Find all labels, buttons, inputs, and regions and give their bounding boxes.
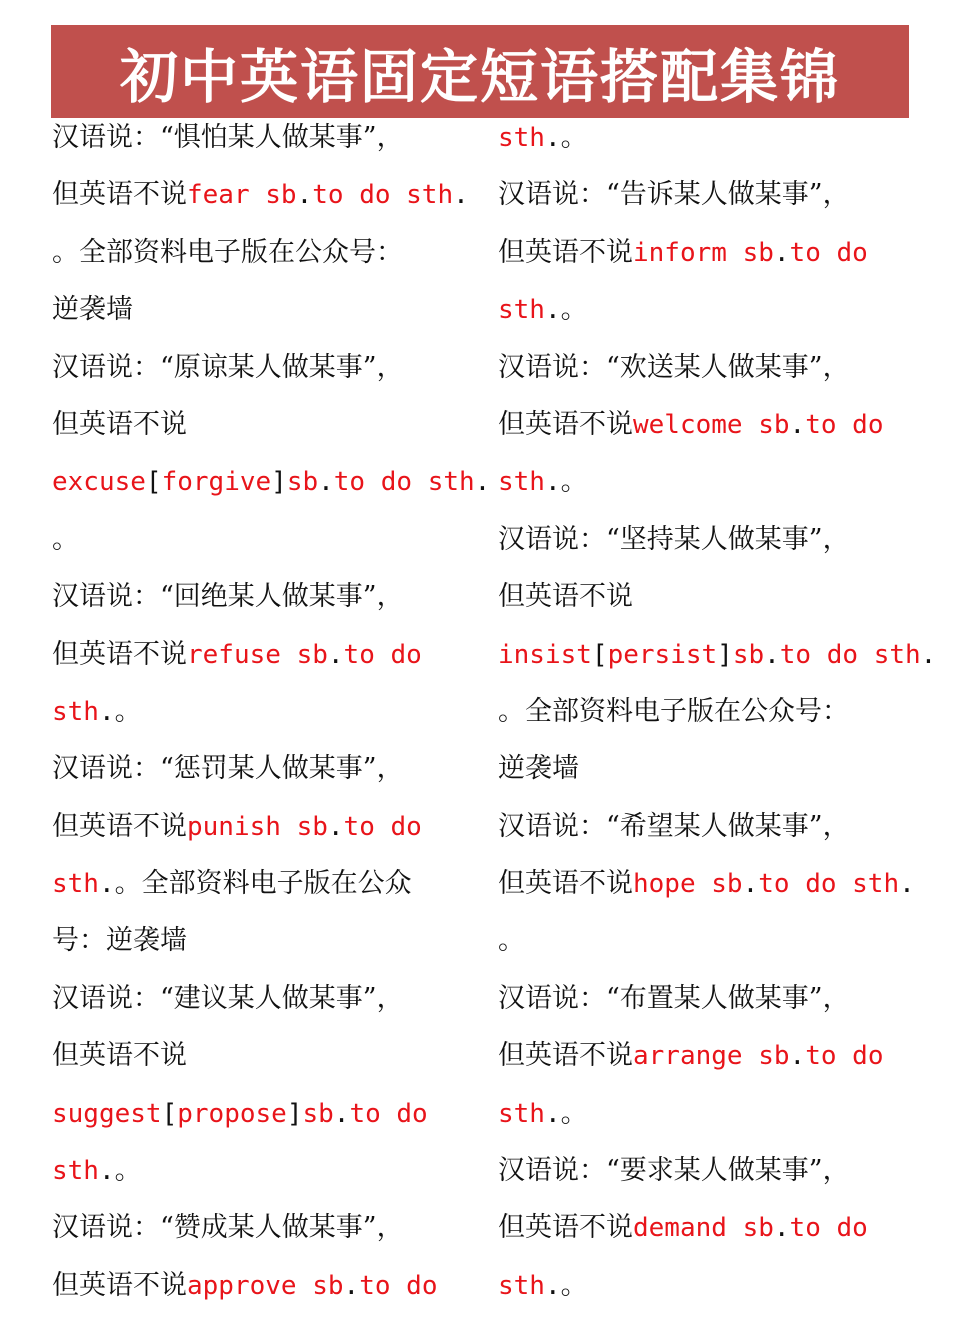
text-line [498,453,918,510]
chinese-text: 但英语不说 [52,408,187,440]
text-line [498,740,918,797]
chinese-text: 汉语说：“惩罚某人做某事”， [52,753,404,785]
english-phrase: refuse sb [187,639,328,670]
punctuation: . [742,869,759,900]
punctuation: . [544,467,561,498]
punctuation: . [764,639,780,670]
english-phrase: sth [498,123,545,153]
english-phrase: demand sb [633,1213,774,1244]
chinese-text: 汉语说：“布置某人做某事”， [498,982,850,1014]
punctuation: . [98,869,115,900]
punctuation: . [453,180,469,211]
chinese-text: 但英语不说 [498,236,633,268]
text-line [498,1142,918,1199]
english-phrase: fear sb [187,180,297,211]
english-phrase: to do [789,237,868,268]
text-line [52,1085,472,1142]
chinese-text: 。全部资料电子版在公众 [114,868,412,900]
text-line [52,626,472,683]
text-line [498,1085,918,1142]
text-line [498,683,918,740]
text-line [498,166,918,223]
text-line [52,855,472,912]
english-phrase: sb [732,639,765,670]
title-banner [51,25,909,118]
english-phrase: to do [343,639,422,670]
english-phrase: sth [52,1156,99,1187]
english-phrase: inform sb [633,237,774,268]
chinese-text: 汉语说：“赞成某人做某事”， [52,1212,404,1244]
chinese-text: 汉语说：“欢送某人做某事”， [498,351,850,383]
chinese-text: 。全部资料电子版在公众号： [498,695,849,727]
english-phrase: sth [498,1270,545,1301]
text-line [52,166,472,223]
english-phrase: forgive [161,467,272,498]
text-line [52,970,472,1027]
english-phrase: persist [607,639,718,670]
text-line [52,224,472,281]
text-line [498,798,918,855]
chinese-text: 汉语说：“原谅某人做某事”， [52,351,404,383]
text-line [52,798,472,855]
english-phrase: to do [359,1270,438,1301]
chinese-text: 汉语说：“建议某人做某事”， [52,982,404,1014]
text-line [498,1257,918,1314]
chinese-text: 。 [560,1097,588,1129]
punctuation: . [773,237,790,268]
chinese-text: 。 [560,1269,588,1301]
english-phrase: approve sb [187,1270,344,1301]
text-line [52,683,472,740]
english-phrase: arrange sb [633,1041,790,1072]
chinese-text: 。 [498,925,525,957]
punctuation: ] [271,467,287,498]
chinese-text: 汉语说：“要求某人做某事”， [498,1155,850,1187]
text-line [498,1199,918,1256]
english-phrase: to do [805,1041,884,1072]
english-phrase: to do sth [758,869,900,900]
punctuation: . [544,123,561,153]
text-line [52,453,491,510]
english-phrase: hope sb [633,869,743,900]
text-line [52,511,472,568]
chinese-text: 汉语说：“惧怕某人做某事”， [52,122,404,153]
text-line [498,855,918,912]
english-phrase: sth [498,1098,545,1129]
english-phrase: to do sth [333,467,475,498]
chinese-text: 汉语说：“坚持某人做某事”， [498,523,850,555]
english-phrase: sb [286,467,319,498]
punctuation: ] [717,639,733,670]
punctuation: . [327,639,344,670]
text-line [498,281,918,338]
chinese-text: 但英语不说 [52,638,187,670]
text-line [498,626,937,683]
punctuation: . [544,295,561,326]
english-phrase: to do [349,1098,428,1129]
punctuation: ] [286,1098,303,1129]
punctuation: . [98,1156,115,1187]
text-line [498,912,918,969]
punctuation: [ [145,467,162,498]
english-phrase: insist [498,639,592,670]
text-line [52,109,472,166]
text-line [498,1027,918,1084]
english-phrase: to do [805,409,884,440]
english-phrase: sth [52,696,99,727]
text-line [498,224,918,281]
chinese-text: 号：逆袭墙 [52,925,187,957]
punctuation: . [773,1213,790,1244]
punctuation: . [474,467,491,498]
chinese-text: 汉语说：“回绝某人做某事”， [52,581,404,613]
left-column [52,109,491,1314]
page-title: 初中英语固定短语搭配集锦 [119,42,840,111]
text-line [52,281,472,338]
text-line [52,339,472,396]
english-phrase: sth [498,467,545,498]
chinese-text: 。 [560,294,588,326]
text-line [52,740,472,797]
text-line [498,396,918,453]
english-phrase: excuse [52,467,146,498]
text-line [498,511,918,568]
chinese-text: 汉语说：“希望某人做某事”， [498,810,850,842]
chinese-text: 但英语不说 [498,581,633,613]
text-line [52,1142,472,1199]
right-column [498,109,937,1314]
english-phrase: suggest [52,1098,162,1129]
text-line [52,1257,472,1314]
punctuation: . [789,409,806,440]
punctuation: . [544,1270,561,1301]
english-phrase: to do sth [312,180,454,211]
text-line [52,1199,472,1256]
punctuation: [ [591,639,608,670]
text-line [498,568,918,625]
chinese-text: 汉语说：“告诉某人做某事”， [498,179,850,211]
punctuation: . [296,180,313,211]
punctuation: . [327,811,344,842]
chinese-text: 逆袭墙 [52,294,133,326]
english-phrase: welcome sb [633,409,790,440]
english-phrase: sb [302,1098,334,1129]
chinese-text: 但英语不说 [498,868,633,900]
chinese-text: 。 [560,122,588,153]
chinese-text: 但英语不说 [52,179,187,211]
punctuation: . [333,1098,350,1129]
english-phrase: propose [177,1098,287,1129]
text-line [498,970,918,1027]
chinese-text: 但英语不说 [52,810,187,842]
chinese-text: 但英语不说 [498,1040,633,1072]
english-phrase: to do [343,811,422,842]
english-phrase: to do [789,1213,868,1244]
punctuation: . [343,1270,360,1301]
text-line [52,912,472,969]
punctuation: . [98,696,115,727]
punctuation: . [544,1098,561,1129]
chinese-text: 但英语不说 [498,408,633,440]
chinese-text: 但英语不说 [52,1269,187,1301]
punctuation: [ [161,1098,178,1129]
text-line [498,109,918,166]
chinese-text: 。 [52,523,79,555]
text-line [498,339,918,396]
english-phrase: punish sb [187,811,328,842]
chinese-text: 但英语不说 [52,1040,187,1072]
chinese-text: 。全部资料电子版在公众号： [52,236,403,268]
chinese-text: 。 [560,466,588,498]
punctuation: . [899,869,915,900]
chinese-text: 。 [114,1155,142,1187]
punctuation: . [920,639,937,670]
english-phrase: to do sth [779,639,921,670]
text-line [52,396,472,453]
chinese-text: 逆袭墙 [498,753,579,785]
text-line [52,568,472,625]
english-phrase: sth [498,295,545,326]
punctuation: . [789,1041,806,1072]
chinese-text: 但英语不说 [498,1212,633,1244]
punctuation: . [318,467,334,498]
english-phrase: sth [52,869,99,900]
chinese-text: 。 [114,695,142,727]
text-line [52,1027,472,1084]
